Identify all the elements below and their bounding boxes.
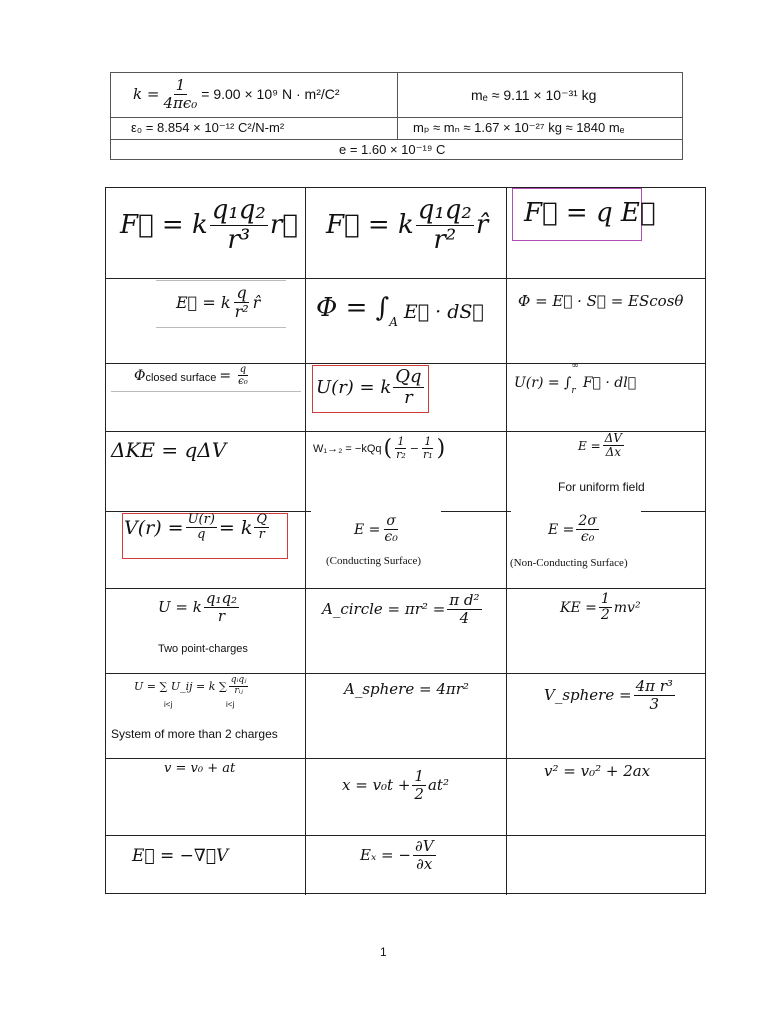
flux-integral: Φ = ∫ A E⃗ · dS⃗ bbox=[316, 293, 484, 329]
potential-energy: U(r) = k $\frac{Qq}{r}$ bbox=[316, 366, 422, 408]
electric-potential: V(r) = $\frac{U(r)}{q}$ = k $\frac{Q}{r}$ bbox=[124, 512, 268, 543]
sphere-area: A_sphere = 4πr² bbox=[344, 680, 469, 698]
kinetic-energy: KE = $\frac{1}{2}$ mv² bbox=[560, 591, 641, 624]
velocity-equation: v = v₀ + at bbox=[164, 761, 236, 776]
velocity-squared-equation: v² = v₀² + 2ax bbox=[544, 762, 651, 780]
field-gradient: E⃗ = −∇⃗V bbox=[132, 846, 229, 866]
system-charges-note: System of more than 2 charges bbox=[111, 727, 278, 741]
position-equation: x = v₀t + $\frac{1}{2}$ at² bbox=[342, 767, 449, 803]
sphere-volume: V_sphere = $\frac{\text{4π r³}}{3}$ bbox=[544, 677, 673, 713]
conducting-surface-note: (Conducting Surface) bbox=[326, 555, 421, 567]
field-from-potential-gradient: E = $\frac{\Delta V}{\Delta x}$ bbox=[578, 431, 622, 460]
flux-uniform: Φ = E⃗ · S⃗ = EScosθ bbox=[518, 292, 684, 310]
field-nonconducting-surface: E = $\frac{2\sigma}{\text{ϵ₀}}$ bbox=[548, 513, 597, 546]
constants-table bbox=[110, 72, 683, 160]
system-potential-energy: U = ∑ U_ij = k ∑ $\frac{\text{qᵢqⱼ}}{\text{rᵢⱼ}}$ bbox=[134, 675, 247, 696]
circle-area: A_circle = πr² = $\frac{\text{π d²}}{4}$ bbox=[322, 591, 480, 627]
page-number: 1 bbox=[380, 945, 387, 959]
electric-field-point: E⃗ = k $\frac{q}{\text{r²}}$ r̂ bbox=[176, 283, 261, 321]
work-between-points: W₁→₂ = −kQq ( $\frac{1}{\text{r₂}}$ − $\frac{1}{\text{r₁}}$ ) bbox=[313, 435, 446, 462]
electron-mass: mₑ ≈ 9.11 × 10⁻³¹ kg bbox=[471, 87, 597, 103]
coulomb-force-unit: F⃗ = k $\frac{\text{q₁q₂}}{\text{r²}}$ r̂ bbox=[326, 195, 489, 255]
elementary-charge: e = 1.60 × 10⁻¹⁹ C bbox=[339, 142, 446, 157]
gauss-law: Φ closed surface = $\frac{q}{\text{ϵ₀}}$ bbox=[134, 364, 248, 387]
sum-index-2: i<j bbox=[226, 700, 235, 709]
force-from-field: F⃗ = q E⃗ bbox=[524, 198, 656, 228]
potential-energy-integral: U(r) = ∫ ∞ r F⃗ · dl⃗ bbox=[514, 361, 637, 396]
two-charge-potential-energy: U = k $\frac{\text{q₁q₂}}{r}$ bbox=[158, 589, 238, 625]
nonconducting-surface-note: (Non-Conducting Surface) bbox=[510, 557, 628, 569]
coulomb-force-vector: F⃗ = k $\frac{\text{q₁q₂}}{\text{r³}}$ r⃗ bbox=[120, 195, 298, 255]
formula-table bbox=[105, 187, 706, 894]
permittivity: ε₀ = 8.854 × 10⁻¹² C²/N-m² bbox=[131, 120, 285, 135]
two-charges-note: Two point-charges bbox=[158, 643, 248, 655]
field-x-component: Eₓ = − $\frac{\partial V}{\partial x}$ bbox=[360, 837, 434, 873]
sum-index-1: i<j bbox=[164, 700, 173, 709]
kinetic-energy-change: ΔKE = qΔV bbox=[111, 438, 227, 462]
uniform-field-note: For uniform field bbox=[558, 480, 645, 494]
field-conducting-surface: E = $\frac{\sigma}{\text{ϵ₀}}$ bbox=[354, 513, 398, 546]
proton-neutron-mass: mₚ ≈ mₙ ≈ 1.67 × 10⁻²⁷ kg ≈ 1840 mₑ bbox=[413, 120, 625, 135]
coulomb-constant: k = $\frac{1}{\text{4πϵ₀}}$ = 9.00 × 10⁹ N · m²/C² bbox=[133, 76, 340, 112]
